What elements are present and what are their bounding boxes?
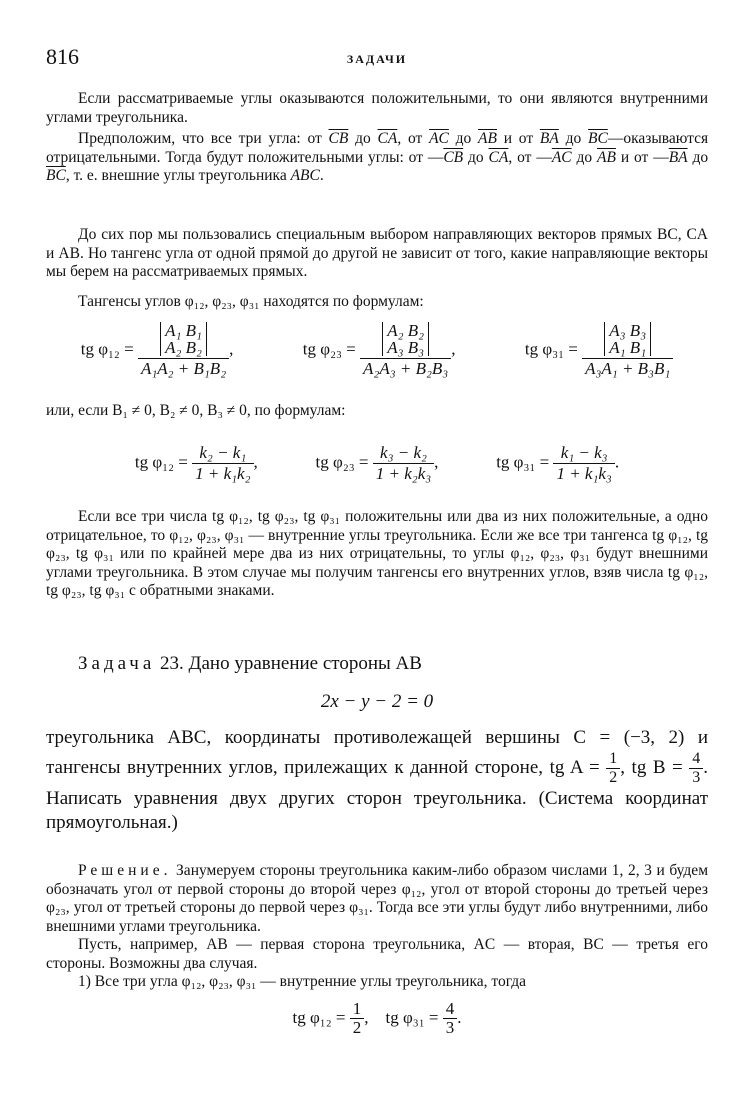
formula-lhs: tg A = bbox=[549, 756, 600, 778]
formula-lhs: tg φ₃₁ = bbox=[524, 338, 578, 358]
formula-tg-phi12 bbox=[135, 443, 258, 484]
paragraph-text: Предположим, что все три угла: от $\overline{CB}$ до $\overline{CA}$, от $\overline{AC}$ до $\overline{AB}$ и от $\overline{BA}$ до $\overline{BC}—оказываются$ отрицательными. Тогда будут положительными углы: от $—\overline{CB}$ до $\overline{CA}$, от $—\overline{AC}$ до $\overline{AB}$ и от $—\overline{BA}$ до $\overline{BC}$, т. е. внешние углы треугольника ABC. bbox=[46, 130, 709, 184]
fraction-denominator: 2 bbox=[352, 1018, 362, 1037]
formula-lhs: tg φ₂₃ = bbox=[302, 338, 356, 358]
fraction-tgB bbox=[689, 750, 703, 787]
vector-ac: $\overline{AC}$ bbox=[551, 148, 572, 166]
task-label: Задача bbox=[78, 653, 156, 674]
vector-ba: $\overline{BA}$ bbox=[539, 130, 559, 147]
text-run: от bbox=[407, 130, 423, 147]
fraction-numerator: 4 bbox=[443, 1000, 458, 1020]
formula-lhs: tg φ₃₁ = bbox=[496, 451, 550, 471]
fraction-denominator: 3 bbox=[692, 769, 701, 786]
vector-cb: $\overline{CB}$ bbox=[328, 130, 349, 147]
vector-bc: $\overline{BC}$ bbox=[46, 167, 66, 184]
task-heading bbox=[46, 652, 708, 676]
determinant bbox=[160, 322, 207, 356]
paragraph-text: или, если B₁ ≠ 0, B₂ ≠ 0, B₃ ≠ 0, по формулам: bbox=[46, 402, 346, 419]
fraction-denominator: A₁A₂ + B₁B₂ bbox=[140, 358, 227, 378]
fraction-numerator: 4 bbox=[689, 750, 703, 769]
task-23 bbox=[46, 652, 708, 835]
fraction-denominator: 1 + k₂k₃ bbox=[375, 463, 432, 483]
running-title: ЗАДАЧИ bbox=[346, 52, 408, 66]
paragraph-text: Тангенсы углов φ₁₂, φ₂₃, φ₃₁ находятся по формулам: bbox=[78, 293, 424, 310]
paragraph-positive-angles bbox=[46, 90, 708, 127]
solution bbox=[46, 862, 708, 1038]
text-run: , т. е. внешние углы треугольника bbox=[65, 167, 287, 184]
solution-paragraph-2: Пусть, например, AB — первая сторона треугольника, AC — вторая, BC — третья его стороны. Возможны два случая. bbox=[46, 936, 708, 972]
vector-ac: $\overline{AC}$ bbox=[429, 130, 449, 147]
formula-lhs: tg B = bbox=[631, 756, 683, 778]
fraction-numerator bbox=[582, 322, 673, 359]
text-run: до bbox=[576, 148, 593, 166]
formula-tg-phi31 bbox=[496, 443, 619, 484]
fraction-denominator: A₃A₁ + B₃B₁ bbox=[585, 358, 671, 378]
minus-sign: — bbox=[427, 148, 444, 166]
formula-lhs: tg φ₃₁ = bbox=[385, 1007, 439, 1027]
text-run: Предположим, что все три угла: от bbox=[78, 130, 322, 147]
text-run: . bbox=[319, 167, 324, 184]
text-run: . Написать уравнения двух других сторон треугольника. (Система координат прямоугольная.) bbox=[46, 756, 709, 833]
fraction-numerator: k₁ − k₃ bbox=[553, 443, 614, 464]
det-row: A₁ B₁ bbox=[165, 320, 202, 340]
fraction bbox=[582, 322, 673, 379]
paragraph-slope-condition bbox=[46, 402, 708, 421]
fraction-numerator bbox=[360, 322, 451, 359]
vector-bc: $\overline{BC}$ bbox=[588, 130, 608, 147]
formula-tg-phi23: tg φ₂₃ = A₂ B₂ A₃ B₃ A₂A₃ + B₂B₃ , bbox=[302, 320, 456, 378]
fraction-tgA bbox=[606, 750, 620, 787]
minus-sign: — bbox=[536, 148, 552, 166]
fraction bbox=[553, 443, 614, 484]
triangle-label: ABC bbox=[290, 167, 320, 184]
determinant-formulas bbox=[46, 318, 708, 382]
fraction-numerator: 1 bbox=[350, 1000, 365, 1020]
fraction bbox=[443, 1000, 458, 1038]
text-run: —оказываются отрицательными. Тогда будут положительными углы: от bbox=[46, 130, 709, 166]
text-run: треугольника ABC, координаты противолежащей вершины C = (−3, 2) и тангенсы внутренних углов, прилежащих к данной стороне, bbox=[46, 727, 708, 778]
task-number: 23. bbox=[160, 653, 184, 674]
page-number: 816 bbox=[46, 44, 79, 69]
solution-paragraph-3: 1) Все три угла φ₁₂, φ₂₃, φ₃₁ — внутренние углы треугольника, тогда bbox=[78, 973, 527, 990]
fraction bbox=[192, 443, 253, 484]
solution-label: Решение. bbox=[78, 862, 172, 879]
fraction-numerator bbox=[138, 322, 229, 359]
slope-formulas bbox=[46, 438, 708, 488]
text-run: до bbox=[692, 148, 709, 166]
paragraph-angle-signs bbox=[46, 508, 708, 601]
punctuation: , bbox=[253, 451, 258, 471]
punctuation: , bbox=[364, 1007, 369, 1027]
punctuation: . bbox=[457, 1007, 462, 1027]
det-row: A₃ B₃ bbox=[609, 320, 647, 340]
paragraph-text: Если все три числа tg φ₁₂, tg φ₂₃, tg φ₃₁ положительны или два из них положительные, а одно отрицательное, то φ₁₂, φ₂₃, φ₃₁ — внутренние углы треугольника. Если же все три тангенса tg φ₁₂, tg φ₂₃, tg φ₃₁ или по крайней мере два из них отрицательны, то углы φ₁₂, φ₂₃, φ₃₁ будут внешними углами треугольника. В этом случае мы получим тангенсы его внутренних углов, взяв числа tg φ₁₂, tg φ₂₃, tg φ₃₁ с обратными знаками. bbox=[46, 508, 708, 599]
det-row: A₁ B₁ bbox=[609, 337, 647, 357]
text-run: до bbox=[455, 130, 472, 147]
determinant bbox=[382, 322, 429, 356]
paragraph-tangent-intro bbox=[46, 293, 708, 312]
fraction-denominator: A₂A₃ + B₂B₃ bbox=[363, 358, 449, 378]
vector-ca: $\overline{CA}$ bbox=[377, 130, 398, 147]
solution-formula bbox=[46, 1000, 708, 1038]
fraction-numerator: k₂ − k₁ bbox=[192, 443, 253, 464]
fraction-numerator: 1 bbox=[606, 750, 620, 769]
text-run: до bbox=[355, 130, 371, 147]
fraction-denominator: 3 bbox=[445, 1018, 455, 1037]
text-run: до bbox=[468, 148, 484, 166]
text-run: до bbox=[565, 130, 582, 147]
formula-lhs: tg φ₂₃ = bbox=[315, 451, 369, 471]
text-run: и от bbox=[620, 148, 649, 166]
text-run: Занумеруем стороны треугольника каким-либо образом числами 1, 2, 3 и будем обозначать угол от первой стороны до второй через φ₁₂, угол от второй стороны до третьей через φ₂₃, угол от третьей стороны до первой через φ₃₁. Тогда все эти углы будут либо внутренними, либо внешними углами треугольника. bbox=[46, 862, 709, 935]
paragraph-text: До сих пор мы пользовались специальным выбором направляющих векторов прямых BC, CA и AB. Но тангенс угла от одной прямой до другой не зависит от того, какие направляющие векторы мы берем на рассматриваемых прямых. bbox=[46, 226, 708, 280]
det-row: A₂ B₂ bbox=[387, 320, 425, 340]
formula-tg-phi31 bbox=[525, 322, 673, 379]
fraction-numerator: k₃ − k₂ bbox=[373, 443, 434, 464]
det-row: A₂ B₂ bbox=[165, 337, 202, 357]
fraction-denominator: 1 + k₁k₃ bbox=[556, 463, 612, 483]
paragraph-direction-vectors bbox=[46, 226, 708, 282]
vector-ba: $\overline{BA}$ bbox=[668, 148, 688, 166]
fraction bbox=[138, 322, 229, 379]
task-equation: 2x − y − 2 = 0 bbox=[320, 691, 434, 712]
formula-lhs: tg φ₁₂ = bbox=[292, 1007, 346, 1027]
vector-ab: $\overline{AB}$ bbox=[478, 130, 497, 147]
fraction-denominator: 1 + k₁k₂ bbox=[195, 463, 251, 483]
formula-lhs: tg φ₁₂ = bbox=[80, 338, 134, 358]
text-run: и от bbox=[503, 130, 534, 147]
vector-ca: $\overline{CA}$ bbox=[488, 148, 509, 166]
task-body bbox=[46, 726, 708, 835]
determinant bbox=[604, 322, 651, 356]
det-row: A₃ B₃ bbox=[387, 337, 425, 357]
punctuation: , bbox=[620, 756, 626, 778]
vector-cb: $\overline{CB}$ bbox=[443, 148, 464, 166]
text-run: от bbox=[517, 148, 532, 166]
vector-ab: $\overline{AB}$ bbox=[597, 148, 616, 166]
minus-sign: — bbox=[653, 148, 669, 166]
fraction bbox=[373, 443, 434, 484]
solution-paragraph-1 bbox=[46, 862, 708, 936]
fraction-denominator: 2 bbox=[609, 769, 618, 786]
formula-lhs: tg φ₁₂ = bbox=[134, 451, 188, 471]
task-intro: Дано уравнение стороны AB bbox=[188, 653, 422, 674]
fraction bbox=[350, 1000, 365, 1038]
punctuation: . bbox=[614, 451, 620, 471]
paragraph-negative-angles bbox=[46, 130, 708, 186]
formula-tg-phi23 bbox=[316, 443, 439, 484]
formula-tg-phi12: tg φ₁₂ = A₁ B₁ A₂ B₂ A₁A₂ + B₁B₂ , bbox=[80, 320, 234, 378]
punctuation: , bbox=[434, 451, 439, 471]
page-header bbox=[46, 44, 708, 74]
paragraph-text: Если рассматриваемые углы оказываются положительными, то они являются внутренними углами треугольника. bbox=[46, 90, 708, 126]
fraction bbox=[360, 322, 451, 379]
